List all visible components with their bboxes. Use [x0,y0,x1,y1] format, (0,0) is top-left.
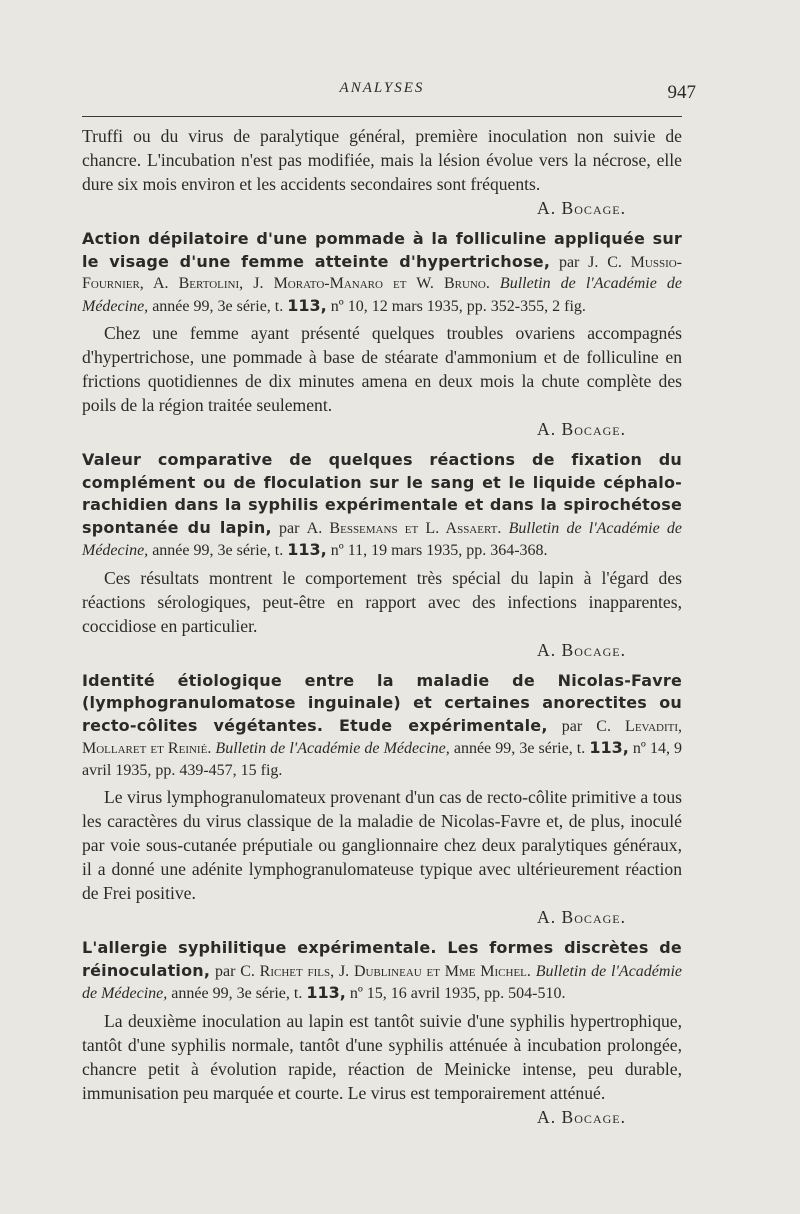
header-rule [82,116,682,117]
entry-by: par [214,962,236,980]
entry-authors: A. Bessemans et L. Assaert. [306,519,502,537]
entry-journal: Bulletin de l'Académie de Médecine, [215,740,450,757]
running-title: ANALYSES [339,80,425,96]
entry-ref-pre: année 99, 3e série, t. [152,542,284,559]
entry-citation [82,228,682,317]
entry-title: L'allergie syphilitique expérimentale. Les formes discrètes de réinoculation, [82,938,682,980]
entry-citation [82,937,682,1005]
entry-ref-pre: année 99, 3e série, t. [171,985,303,1002]
entry-signature: A. Bocage. [537,907,626,927]
entry-ref-post: nº 10, 12 mars 1935, pp. 352-355, 2 fig. [330,297,586,315]
entry-signature: A. Bocage. [537,419,626,439]
review-entry [82,228,682,441]
entry-abstract: La deuxième inoculation au lapin est tantôt suivie d'une syphilis hypertrophique, tantôt d'une syphilis normale, tantôt d'une syphilis atténuée à incubation prolongée, chancre petit à évolution rapide, réaction de Meinicke intense, peu durable, immunisation peu marquée et courte. Le virus est temporairement atténué. [82,1010,682,1103]
entry-ref-post: nº 11, 19 mars 1935, pp. 364-368. [330,542,548,559]
entry-volume: 113, [589,738,629,757]
intro-signature: A. Bocage. [537,198,626,218]
entry-citation [82,449,682,562]
entry-ref-pre: année 99, 3e série, t. [453,740,586,757]
entry-signature: A. Bocage. [537,639,626,660]
entry-title: Valeur comparative de quelques réactions de fixation du complément ou de floculation sur le sang et le liquide céphalo-rachidien dans la syphilis expérimentale et dans la spirochétose spontanée du lapin, [82,450,682,537]
entry-title: Action dépilatoire d'une pommade à la folliculine appliquée sur le visage d'une femme atteinte d'hypertrichose, [82,229,682,271]
entry-abstract: Le virus lymphogranulomateux provenant d'un cas de recto-côlite primitive a tous les caractères du virus classique de la maladie de Nicolas-Favre et, de plus, inoculé par voie sous-cutanée préputiale ou ganglionnaire chez deux paralytiques généraux, il a donné une adénite lymphogranulomateuse typique avec ultérieurement réaction de Frei positive. [82,787,682,903]
entry-authors: C. Richet fils, J. Dublineau et Mme Michel. [240,962,531,980]
entry-volume: 113, [287,540,327,559]
entry-citation [82,670,682,782]
entry-signature: A. Bocage. [537,1106,626,1127]
review-entry [82,670,682,930]
page-body [82,124,682,1129]
entry-volume: 113, [287,295,327,315]
intro-text: Truffi ou du virus de paralytique général, première inoculation non suivie de chancre. L'incubation n'est pas modifiée, mais la lésion évolue vers la nécrose, elle dure six mois environ et les accidents secondaires sont fréquents. [82,126,682,194]
entry-journal: Bulletin de l'Académie de Médecine, [82,962,682,1002]
review-entry [82,937,682,1129]
entry-ref-pre: année 99, 3e série, t. [152,297,284,315]
entry-by: par [561,717,583,735]
entry-ref-post: nº 14, 9 avril 1935, pp. 439-457, 15 fig. [82,740,683,779]
entry-by: par [279,519,300,537]
intro-paragraph [82,124,682,220]
entry-title: Identité étiologique entre la maladie de Nicolas-Favre (lymphogranulomatose inguinale) et certaines anorectites ou recto-côlites végétantes. Etude expérimentale, [82,670,682,735]
entry-journal: Bulletin de l'Académie de Médecine, [82,519,683,559]
entry-volume: 113, [306,983,346,1002]
entry-ref-post: nº 15, 16 avril 1935, pp. 504-510. [349,985,566,1002]
entry-authors: J. C. Mussio-Fournier, A. Bertolini, J. Morato-Manaro et W. Bruno. [82,253,683,292]
page-header [82,80,696,110]
entry-authors: C. Levaditi, Mollaret et Reinié. [82,717,683,757]
entry-abstract: Ces résultats montrent le comportement très spécial du lapin à l'égard des réactions sérologiques, peut-être en rapport avec des infections inapparentes, coccidiose en particulier. [82,567,682,636]
entry-abstract: Chez une femme ayant présenté quelques troubles ovariens accompagnés d'hypertrichose, une pommade à base de stéarate d'ammonium et de folliculine en frictions quotidiennes de dix minutes amena en deux mois la chute complète des poils de la région traitée seulement. [82,323,682,415]
entry-by: par [558,253,580,271]
page-number: 947 [667,82,696,103]
review-entry [82,449,682,662]
entry-journal: Bulletin de l'Académie de Médecine, [82,275,682,315]
